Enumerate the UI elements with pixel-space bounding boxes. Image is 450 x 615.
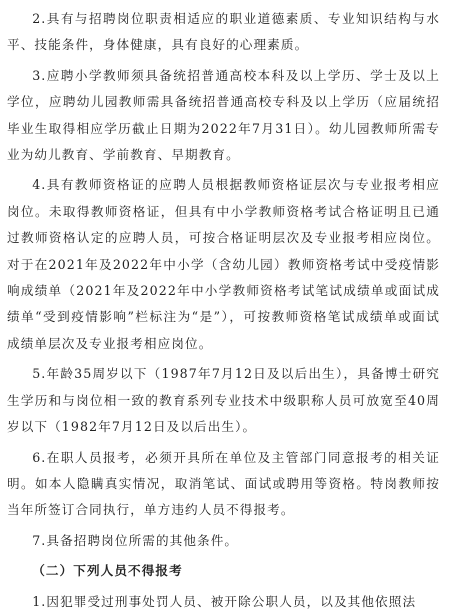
paragraph-item-5: 5.年龄35周岁以下（1987年7月12日及以后出生），具备博士研究生学历和与岗位相一致的教育系列专业技术中级职称人员可放宽至40周岁以下（1982年7月12日及以后出生）。 <box>7 366 440 435</box>
paragraph-item-4: 4.具有教师资格证的应聘人员根据教师资格证层次与专业报考相应岗位。未取得教师资格证，但具有中小学教师资格考试合格证明且已通过教师资格认定的应聘人员，可按合格证明层次及专业报考相应岗位。对于在2021年及2022年中小学（含幼儿园）教师资格考试中受疫情影响成绩单（2021年及2022年中小学教师资格考试笔试成绩单或面试成绩单“受到疫情影响”栏标注为“是”），可按教师资格笔试成绩单或面试成绩单层次及专业报考相应岗位。 <box>7 177 440 351</box>
paragraph-item-7: 7.具备招聘岗位所需的其他条件。 <box>32 532 239 548</box>
paragraph-item-2: 2.具有与招聘岗位职责相适应的职业道德素质、专业知识结构与水平、技能条件，身体健康，具有良好的心理素质。 <box>7 11 440 53</box>
paragraph-item-6: 6.在职人员报考，必须开具所在单位及主管部门同意报考的相关证明。如本人隐瞒真实情况，取消笔试、面试或聘用等资格。特岗教师按当年所签订合同执行，单方违约人员不得报考。 <box>7 449 440 518</box>
paragraph-item-restriction-1: 1.因犯罪受过刑事处罚人员、被开除公职人员，以及其他依照法 <box>32 593 417 609</box>
paragraph-item-3: 3.应聘小学教师须具备统招普通高校本科及以上学历、学士及以上学位，应聘幼儿园教师需具备统招普通高校专科及以上学历（应届统招毕业生取得相应学历截止日期为2022年7月31日）。幼儿园教师所需专业为幼儿教育、学前教育、早期教育。 <box>7 67 440 163</box>
section-heading: （二）下列人员不得报考 <box>32 563 183 579</box>
